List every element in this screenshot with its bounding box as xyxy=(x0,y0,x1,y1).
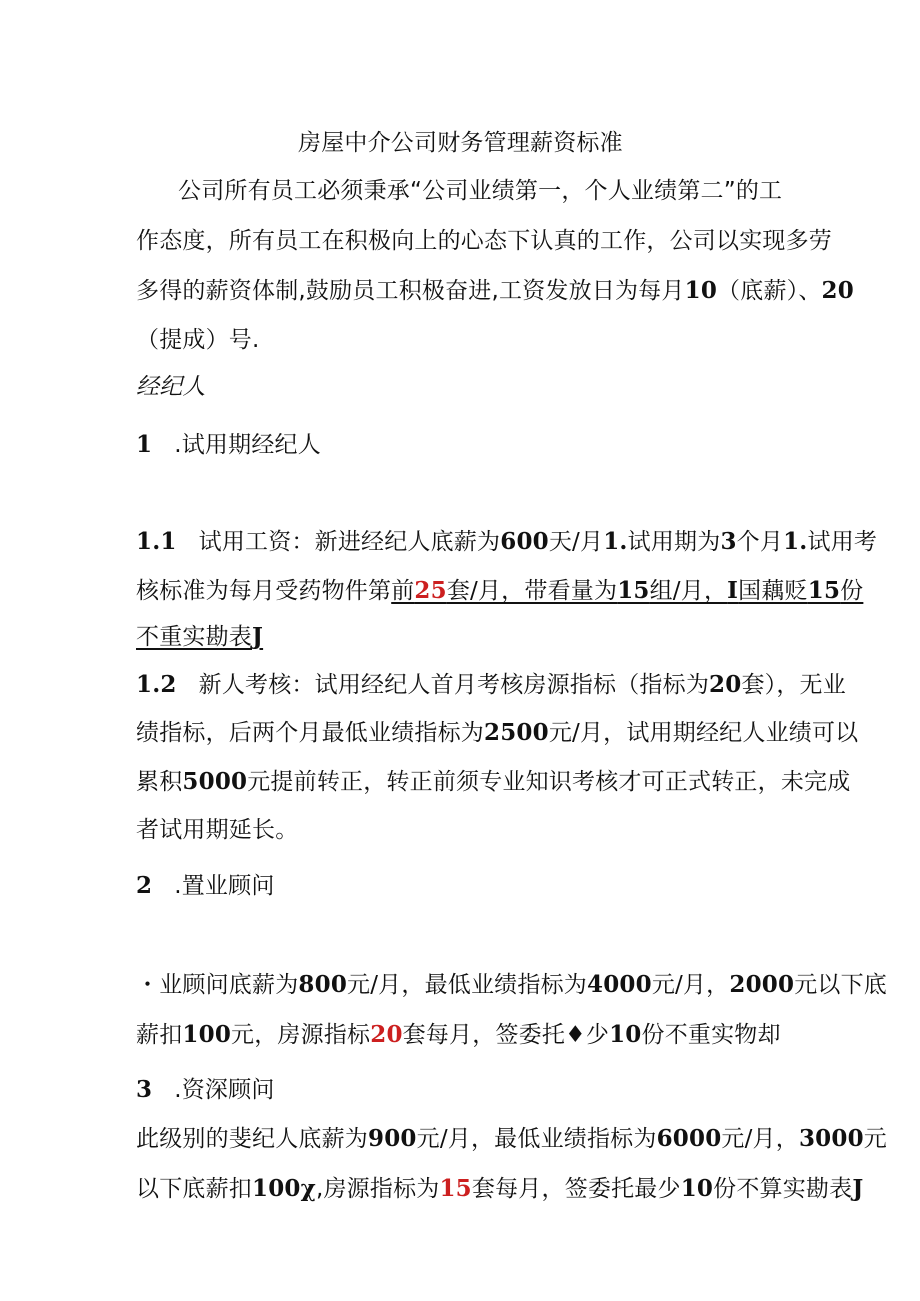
para-text: 前 xyxy=(391,578,415,604)
value-number: J xyxy=(252,623,264,650)
intro-line-1: 公司所有员工必须秉承“公司业绩第一，个人业绩第二”的工 xyxy=(178,178,783,204)
para-text: 元 xyxy=(863,1126,887,1152)
para-text: 元/月，最低业绩指标为 xyxy=(347,972,587,998)
para-1-1-line-3 xyxy=(136,622,263,652)
para-text: 元/月，试用期经纪人业绩可以 xyxy=(548,720,859,746)
para-text: 元以下底 xyxy=(794,972,888,998)
value-number: 10 xyxy=(680,1175,714,1202)
heading-3 xyxy=(136,1075,275,1105)
para-text: 累积 xyxy=(136,769,183,795)
value-number: 6000 xyxy=(656,1125,722,1152)
para-text: ,房源指标为 xyxy=(315,1176,440,1202)
value-number: J xyxy=(852,1175,864,1202)
para-text: 份不算实勘表 xyxy=(713,1176,853,1202)
para-text: 份不重实物却 xyxy=(641,1022,781,1048)
value-number: 100χ xyxy=(252,1175,316,1202)
value-number: I xyxy=(727,577,739,604)
underlined-span xyxy=(391,578,863,604)
payday-number: 20 xyxy=(821,277,854,304)
para-text: 个月 xyxy=(736,529,784,555)
value-number: 3 xyxy=(720,528,737,555)
clause-number: 1.1 xyxy=(136,528,177,555)
para-text: 组/月， xyxy=(649,578,728,604)
para-text: 试用工资：新进经纪人底薪为 xyxy=(198,529,501,555)
value-number: 100 xyxy=(182,1021,232,1048)
heading-number: 1 xyxy=(136,431,153,458)
para-2-line-2 xyxy=(136,1020,781,1050)
heading-number: 2 xyxy=(136,872,153,899)
para-2-line-1 xyxy=(136,970,887,1000)
para-1-1-line-2 xyxy=(136,576,863,606)
para-3-line-2 xyxy=(136,1174,863,1204)
para-text: 元，房源指标 xyxy=(231,1022,371,1048)
para-text: 元提前转正，转正前须专业知识考核才可正式转正，未完成 xyxy=(247,769,851,795)
para-text: 以下底薪扣 xyxy=(136,1176,252,1202)
value-number: 5000 xyxy=(182,768,248,795)
intro-text: （底薪）、 xyxy=(717,278,822,304)
para-1-2-line-2 xyxy=(136,718,858,748)
para-text: 份 xyxy=(840,578,864,604)
para-text: 不重实勘表 xyxy=(136,624,252,650)
para-text: 套每月，签委托最少 xyxy=(471,1176,681,1202)
doc-title: 房屋中介公司财务管理薪资标准 xyxy=(298,130,623,156)
para-1-1-line-1 xyxy=(136,527,877,557)
para-text: 试用考 xyxy=(807,529,878,555)
heading-text: .资深顾问 xyxy=(174,1077,275,1103)
para-1-2-line-1 xyxy=(136,670,846,700)
para-text: 天/月 xyxy=(548,529,604,555)
value-number: 2500 xyxy=(484,719,549,746)
intro-line-2: 作态度，所有员工在积极向上的心态下认真的工作，公司以实现多劳 xyxy=(136,228,832,254)
highlight-number: 15 xyxy=(439,1175,472,1202)
value-number: 15 xyxy=(807,577,841,604)
section-label-agent: 经纪人 xyxy=(136,374,206,400)
para-text: 绩指标，后两个月最低业绩指标为 xyxy=(136,720,484,746)
value-number: 15 xyxy=(617,577,650,604)
highlight-number: 25 xyxy=(414,577,447,604)
heading-2 xyxy=(136,871,275,901)
value-number: 800 xyxy=(298,971,348,998)
heading-text: .试用期经纪人 xyxy=(174,432,321,458)
intro-text: 多得的薪资体制,鼓励员工积极奋进,工资发放日为每月 xyxy=(136,278,685,304)
para-1-2-line-4: 者试用期延长。 xyxy=(136,817,299,843)
para-text: 核标准为每月受药物件第 xyxy=(136,578,392,604)
value-number: 600 xyxy=(500,528,549,555)
para-text: 元/月， xyxy=(721,1126,799,1152)
heading-1 xyxy=(136,430,321,460)
value-number: 2000 xyxy=(729,971,795,998)
clause-number: 1.2 xyxy=(136,671,177,698)
para-text: 新人考核：试用经纪人首月考核房源指标（指标为 xyxy=(198,672,710,698)
heading-number: 3 xyxy=(136,1076,153,1103)
underlined-span xyxy=(136,624,263,650)
intro-line-3 xyxy=(136,276,854,306)
para-text: 此级别的斐纪人底薪为 xyxy=(136,1126,368,1152)
payday-number: 10 xyxy=(684,277,718,304)
para-text: 套），无业 xyxy=(741,672,846,698)
para-text: 试用期为 xyxy=(627,529,721,555)
para-text: 国藕贬 xyxy=(738,578,808,604)
para-text: 元/月，最低业绩指标为 xyxy=(416,1126,657,1152)
heading-text: .置业顾问 xyxy=(174,873,275,899)
value-number: 1. xyxy=(603,528,628,555)
value-number: 10 xyxy=(609,1021,642,1048)
para-text: 套/月，带看量为 xyxy=(446,578,618,604)
value-number: 3000 xyxy=(798,1125,864,1152)
para-text: 元/月， xyxy=(651,972,730,998)
intro-line-4: （提成）号. xyxy=(136,327,260,353)
value-number: 900 xyxy=(368,1125,417,1152)
value-number: 20 xyxy=(709,671,742,698)
highlight-number: 20 xyxy=(370,1021,403,1048)
para-text: 薪扣 xyxy=(136,1022,183,1048)
para-1-2-line-3 xyxy=(136,767,850,797)
para-text: ・业顾问底薪为 xyxy=(136,972,299,998)
para-text: 套每月，签委托♦少 xyxy=(402,1022,610,1048)
value-number: 4000 xyxy=(586,971,652,998)
value-number: 1. xyxy=(783,528,808,555)
para-3-line-1 xyxy=(136,1124,887,1154)
